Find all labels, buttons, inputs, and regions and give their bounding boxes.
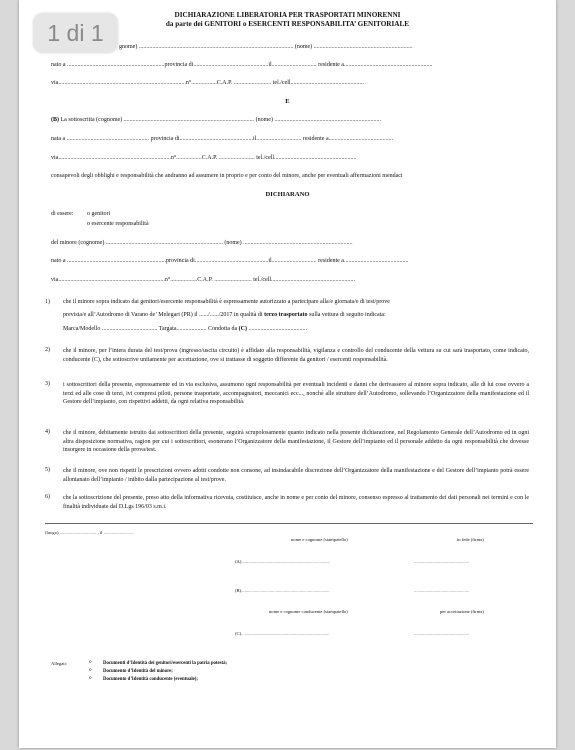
clause-1-line-3 [63,326,307,333]
signature-line-b-right: ................................................ [414,588,470,593]
parent-a-name-row: gnome) ....................................................................................................... (nome) .................................................................. [119,44,413,50]
clause-3-number: 3) [45,381,50,387]
clause-1-line-3-c: ....................................... [247,326,308,332]
clause-1-line-2 [63,312,386,319]
attachment-item: Documento d’Identità del minore; [103,669,173,674]
parent-b-birth-row: nata a ....................................................... provincia di.................................................il.............................. residente a........................................... [51,136,394,142]
attachment-item: Documenti d’Identità dei genitori/esercenti la patria potestà; [103,661,228,666]
clause-6-text: che la sottoscrizione del presente, preso atto della informativa ricevuta, costituisce, anche in nome e per conto del minore, consenso espresso al trattamento dei dati personali nei termini e con le finalità individuate dal D.Lgs 196/03 s.m.i. [63,495,529,510]
signature-line-b: (B)............................................................................. [235,588,330,593]
divider [45,523,533,524]
parent-b-name-row [51,117,381,124]
clause-1-number: 1) [45,299,50,305]
header-signature: in fede (firma) [457,537,484,542]
label-c: (C) [238,326,248,332]
place-date-field: (luogo) ................................ , il ........................... [45,530,135,535]
parent-b-name-text: La sottoscritta (cognome) ....................................................................................... (nome) ....................................................................... [59,117,381,123]
awareness-statement: consapevoli degli obblighi e responsabilità che andranno ad assumere in proprio e per conto del minore, anche per eventuali affermazioni mendaci [51,173,403,179]
document-page [19,0,556,748]
clause-1-line-3-a: Marca/Modello ..................................... Targata.................... Condotta da [63,326,239,332]
clause-5-text: che il minore, ove non rispetti le prescrizioni ovvero adotti condotte non consone, ad insindacabile discrezione dell’Organizzatore della manifestazione e del Gestore dell’impianto potrà essere allontanato dell’impianto / inibito dalla partecipazione al test/prove. [63,468,529,483]
minor-name-row: del minore (cognome) .............................................................................. (nome) ......................................................................... [51,240,353,246]
document-title: DICHIARAZIONE LIBERATORIA PER TRASPORTATI MINORENNI [174,11,401,19]
clause-6-number: 6) [45,494,50,500]
option-genitori: o genitori [87,211,111,217]
signature-line-c-right: ................................................ [414,631,470,636]
signature-line-c: (C)............................................................................. [235,631,330,636]
parent-a-address-row: via.....................................................................................n°.................C.A.P. ......................... tel./cell................................................. [51,80,365,86]
header-driver-name: nome e cognome conducente (stampatello) [269,609,348,614]
option-esercente: o esercente responsabilità [87,221,149,227]
attachment-item: Documento d’Identità conducente (eventuale); [103,677,198,682]
header-acceptance: per accettazione (firma) [440,609,484,614]
page-indicator: 1 di 1 [33,13,118,53]
di-essere-label: di essere: [51,211,74,217]
attachment-bullet: o [89,660,92,665]
document-subtitle: da parte dei GENITORI o ESERCENTI RESPONSABILITA’ GENITORIALE [165,20,410,28]
attachments-label: Allegati: [51,661,68,666]
signature-line-a-right: ................................................ [414,559,470,564]
clause-3-text: i sottoscrittori della presente, espressamente ed in via esclusiva, assumono ogni responsabilità per eventuali incidenti e danni che derivassero al minore sopra indicato, alle di lui cose ovvero a terzi ed alle cose di terzi, ivi compresi piloti, persone trasportate, accompagnatori, meccanici ecc..., nonché alle strutture dell’Autodromo, sollevando l’Organizzatore della manifestazione ed il Gestore dell’impianto, con rispettivi addetti, da ogni relativa responsabilità. [63,382,529,406]
clause-2-text: che il minore, per l’intera durata del test/prova (ingresso/uscita circuito) è affidato alla responsabilità, vigilanza e controllo del conducente della vettura su cui sarà trasportato, come indicato, conducente (C), che sottoscrive unitamente per accettazione, ove si trattasse di soggetto differente da genitori / esercenti responsabilità. [63,348,529,363]
parent-a-birth-row: nato a .................................................................provincia di..................................................il.............................. residente a........................................................... [51,62,433,68]
clause-4-text: che il minore, debitamente istruito dai sottoscrittori della presente, seguirà scrupolosamente quanto indicato nella presente dichiarazione, nel Regolamento Generale dell’Autodromo ed in ogni altra disposizione normativa, ragion per cui i sottoscrittori, esonerano l’Organizzatore della manifestazione, il Gestore dell’impianto ed il personale addetto da ogni responsabilità che dovesse insorgere in occasione della prova/test. [63,430,529,454]
heading-dichiarano: DICHIARANO [265,191,310,198]
attachment-bullet: o [89,676,92,681]
header-full-name: nome e cognome (stampatello) [291,537,348,542]
label-b: (B) [51,117,59,123]
clause-1-line-2-a: prevista/e all’Autodromo di Varano de’ Melegari (PR) il ....../....../2017 in qualità di [63,312,265,318]
signature-line-a: (A)............................................................................. [235,559,330,564]
clause-1-line-2-c: sulla vettura di seguito indicata: [307,312,386,318]
minor-birth-row: nato a ..................................................................provincia di.................................................il.............................. residente a........................................... [51,258,409,264]
minor-address-row: via.......................................................................n°..................C.A.P. ......................... tel./cell........................................................ [51,277,356,283]
attachment-bullet: o [89,668,92,673]
parent-b-address-row: via...........................................................................n°.................C.A.P. ........................ tel./cell....................................................... [51,155,357,161]
conjunction-e: E [285,98,290,105]
clause-1-terzo-trasportato: terzo trasportato [264,312,308,318]
clause-1-line-1: che il minore sopra indicato dai genitori/esercente responsabilità è espressamente autorizzato a partecipare alla/e giornata/e di test/prove [63,299,390,305]
clause-5-number: 5) [45,467,50,473]
clause-2-number: 2) [45,347,50,353]
clause-4-number: 4) [45,429,50,435]
